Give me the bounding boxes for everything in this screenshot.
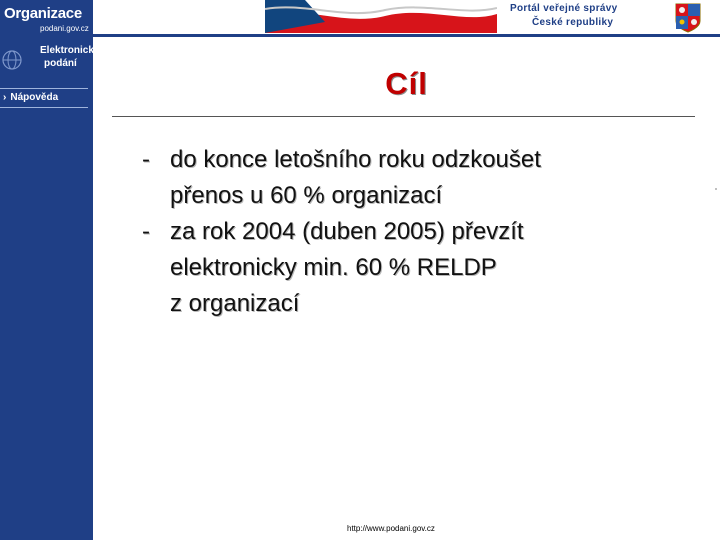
sidebar-item-napoveda[interactable]	[3, 92, 58, 103]
sidebar-title-line-1: Elektronická	[40, 45, 100, 56]
czech-coat-of-arms-icon	[675, 3, 701, 33]
portal-title-line-1: Portál veřejné správy	[510, 3, 618, 14]
sidebar	[0, 38, 100, 540]
bullet-line: z organizací	[170, 290, 300, 317]
header-bar	[0, 0, 720, 38]
sidebar-item-label: Nápověda	[10, 92, 59, 103]
header-divider	[93, 34, 720, 37]
sidebar-divider-bottom	[0, 107, 88, 108]
arrow-bullet-icon: ›	[3, 92, 7, 103]
bullet-line: za rok 2004 (duben 2005) převzít	[170, 218, 524, 245]
org-title: Organizace	[4, 5, 82, 22]
title-underline	[112, 116, 695, 117]
footer-url-link[interactable]: http://www.podani.gov.cz	[347, 524, 435, 533]
sidebar-title-line-2: podání	[44, 58, 77, 69]
stray-mark	[715, 188, 717, 190]
bullet-item	[142, 142, 702, 214]
bullet-line: do konce letošního roku odzkoušet	[170, 146, 541, 173]
globe-keyboard-icon	[2, 43, 22, 77]
bullet-item	[142, 214, 702, 322]
sidebar-section-title	[40, 44, 99, 70]
slide-title: Cíl	[385, 66, 428, 101]
bullet-dash: -	[142, 146, 150, 173]
bullet-list	[142, 142, 702, 322]
bullet-line: přenos u 60 % organizací	[170, 182, 443, 209]
bullet-line: elektronicky min. 60 % RELDP	[170, 254, 497, 281]
portal-title-line-2: České republiky	[532, 17, 614, 28]
org-logo[interactable]	[0, 0, 93, 38]
portal-heading[interactable]	[510, 2, 617, 30]
sidebar-divider-top	[0, 88, 88, 89]
org-subtitle: podani.gov.cz	[40, 24, 89, 33]
bullet-dash: -	[142, 218, 150, 245]
flag-banner	[265, 0, 497, 33]
